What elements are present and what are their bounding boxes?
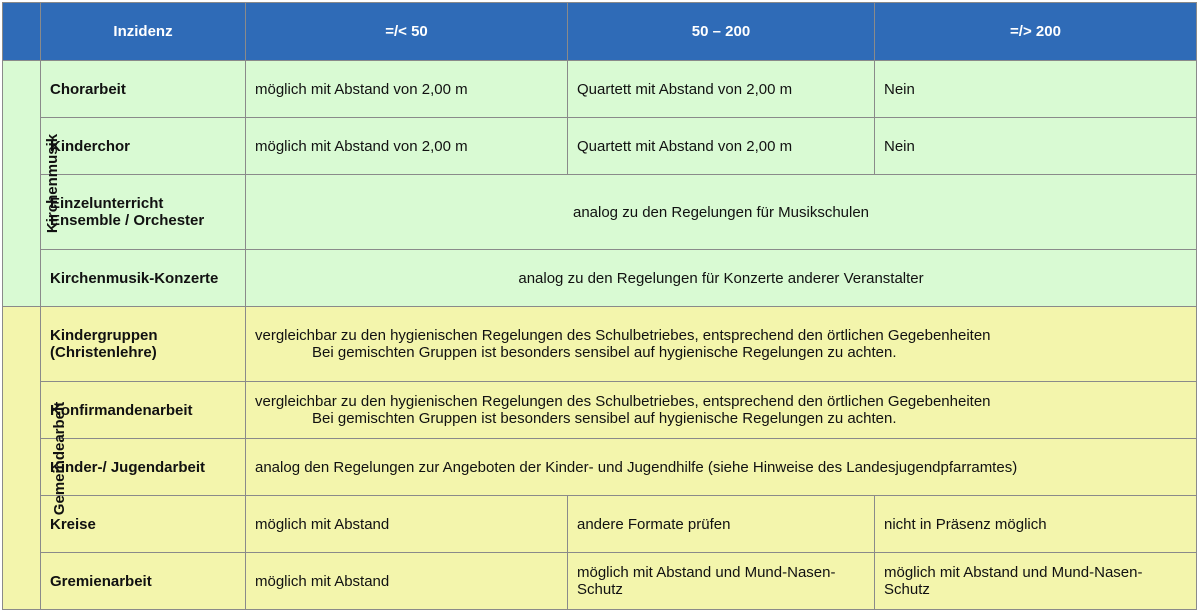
cell-konfirmanden-line1: vergleichbar zu den hygienischen Regelungen des Schulbetriebes, entsprechend den örtlichen Gegebenheiten: [255, 393, 991, 410]
row-label-einzelunterricht-line1: Einzelunterricht: [50, 195, 164, 212]
row-label-kreise: Kreise: [41, 496, 246, 553]
header-col-50-200: 50 – 200: [568, 3, 875, 61]
table-row-kreise: [3, 496, 1197, 553]
section-label-kirchenmusik: Kirchenmusik: [44, 133, 62, 234]
header-col-above-200: =/> 200: [875, 3, 1197, 61]
cell-kinderchor-col1: möglich mit Abstand von 2,00 m: [246, 118, 568, 175]
row-label-einzelunterricht: [41, 175, 246, 250]
cell-kinderchor-col3: Nein: [875, 118, 1197, 175]
section-label-gemeindearbeit: Gemeindearbeit: [51, 401, 69, 515]
cell-kindergruppen-line2: Bei gemischten Gruppen ist besonders sensibel auf hygienische Regelungen zu achten.: [312, 344, 897, 361]
section-gemeindearbeit: [3, 307, 69, 610]
header-corner-cell: [3, 3, 41, 61]
row-label-kindergruppen-line2: (Christenlehre): [50, 344, 157, 361]
table-row-chorarbeit: [3, 61, 1197, 118]
cell-kindergruppen-merged: [246, 307, 1197, 382]
cell-chorarbeit-col3: Nein: [875, 61, 1197, 118]
cell-chorarbeit-col2: Quartett mit Abstand von 2,00 m: [568, 61, 875, 118]
cell-kreise-col2: andere Formate prüfen: [568, 496, 875, 553]
table-row-konzerte: [3, 250, 1197, 307]
cell-gremien-col1: möglich mit Abstand: [246, 553, 568, 610]
table-row-kindergruppen: [3, 307, 1197, 382]
header-col-below-50: =/< 50: [246, 3, 568, 61]
row-label-einzelunterricht-line2: Ensemble / Orchester: [50, 212, 205, 229]
table-row-konfirmanden: [3, 382, 1197, 439]
row-label-konzerte: Kirchenmusik-Konzerte: [41, 250, 246, 307]
cell-kindergruppen-line1: vergleichbar zu den hygienischen Regelungen des Schulbetriebes, entsprechend den örtlichen Gegebenheiten: [255, 327, 991, 344]
cell-konfirmanden-line2: Bei gemischten Gruppen ist besonders sensibel auf hygienische Regelungen zu achten.: [312, 410, 897, 427]
cell-kreise-col3: nicht in Präsenz möglich: [875, 496, 1197, 553]
cell-gremien-col3: möglich mit Abstand und Mund-Nasen-Schutz: [875, 553, 1197, 610]
cell-gremien-col2: möglich mit Abstand und Mund-Nasen-Schutz: [568, 553, 875, 610]
row-label-konfirmanden: Konfirmandenarbeit: [41, 382, 246, 439]
cell-jugendarbeit-merged: analog den Regelungen zur Angeboten der Kinder- und Jugendhilfe (siehe Hinweise des Landesjugendpfarramtes): [246, 439, 1197, 496]
row-label-gremien: Gremienarbeit: [41, 553, 246, 610]
section-kirchenmusik: [3, 61, 62, 307]
cell-konfirmanden-merged: [246, 382, 1197, 439]
cell-kreise-col1: möglich mit Abstand: [246, 496, 568, 553]
row-label-jugendarbeit: Kinder-/ Jugendarbeit: [41, 439, 246, 496]
cell-einzelunterricht-merged: analog zu den Regelungen für Musikschulen: [246, 175, 1197, 250]
table-row-einzelunterricht: [3, 175, 1197, 250]
row-label-kindergruppen-line1: Kindergruppen: [50, 327, 158, 344]
header-incidence: Inzidenz: [41, 3, 246, 61]
row-label-kinderchor: Kinderchor: [41, 118, 246, 175]
header-row: [3, 3, 1197, 61]
table-row-kinderchor: [3, 118, 1197, 175]
table-row-gremien: [3, 553, 1197, 610]
row-label-chorarbeit: Chorarbeit: [41, 61, 246, 118]
cell-konzerte-merged: analog zu den Regelungen für Konzerte anderer Veranstalter: [246, 250, 1197, 307]
cell-chorarbeit-col1: möglich mit Abstand von 2,00 m: [246, 61, 568, 118]
incidence-rules-table: [2, 2, 1197, 610]
row-label-kindergruppen: [41, 307, 246, 382]
table-row-jugendarbeit: [3, 439, 1197, 496]
cell-kinderchor-col2: Quartett mit Abstand von 2,00 m: [568, 118, 875, 175]
